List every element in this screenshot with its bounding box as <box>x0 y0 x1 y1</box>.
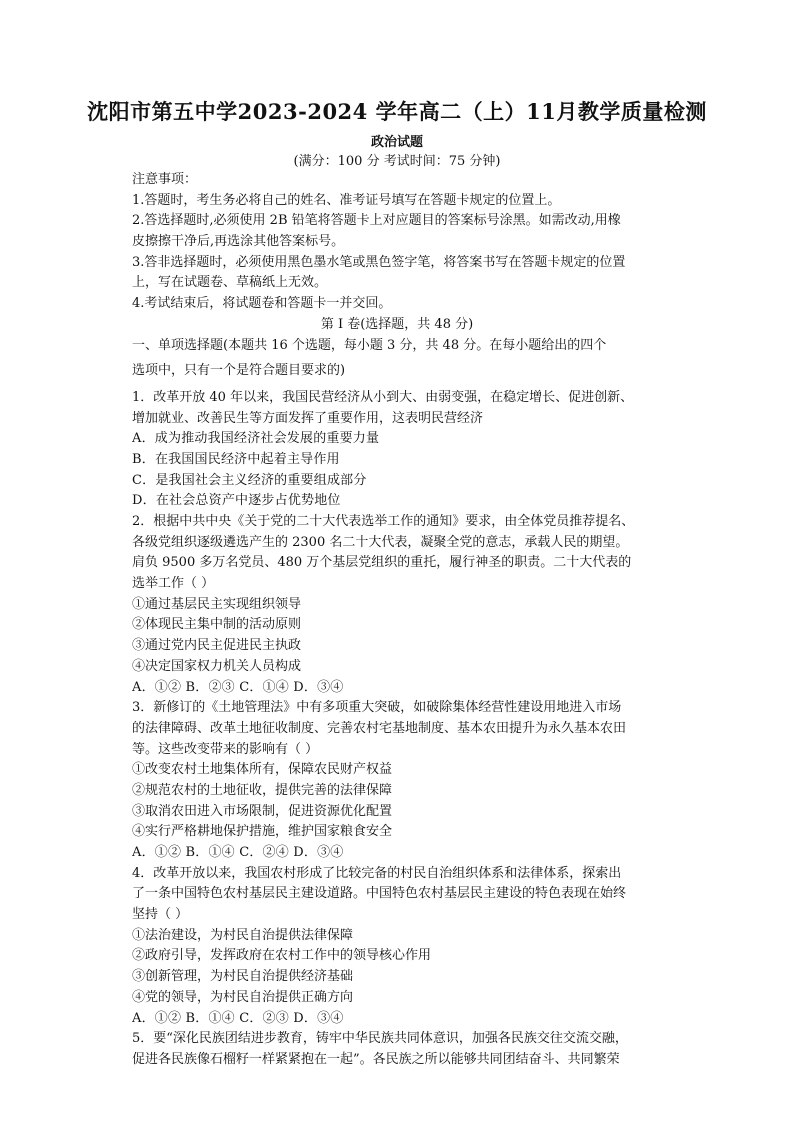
answer-choices: A．①② B．①④ C．②④ D．③④ <box>132 845 344 860</box>
answer-option: ③通过党内民主促进民主执政 <box>132 638 302 654</box>
answer-option: ④实行严格耕地保护措施，维护国家粮食安全 <box>132 824 393 840</box>
question-stem: 的法律障碍、改革土地征收制度、完善农村宅基地制度、基本农田提升为永久基本农田 <box>132 720 627 736</box>
answer-option: ①改变农村土地集体所有，保障农民财产权益 <box>132 762 393 778</box>
note-line: 上，写在试题卷、草稿纸上无效。 <box>132 275 328 291</box>
exam-meta: (满分：100 分 考试时间：75 分钟) <box>293 154 501 169</box>
subject-title: 政治试题 <box>370 135 423 150</box>
answer-option: ②规范农村的土地征收，提供完善的法律保障 <box>132 782 393 798</box>
note-line: 1.答题时，考生务必将自己的姓名、准考证号填写在答题卡规定的位置上。 <box>132 192 561 208</box>
answer-option: ①法治建设，为村民自治提供法律保障 <box>132 927 354 943</box>
question-stem: 2．根据中共中央《关于党的二十大代表选举工作的通知》要求，由全体党员推荐提名、 <box>132 514 635 529</box>
question-stem: 肩负 9500 多万名党员、480 万个基层党组织的重托，履行神圣的职责。二十大代表的 <box>132 555 632 571</box>
answer-option: ③创新管理，为村民自治提供经济基础 <box>132 969 354 985</box>
notes-heading: 注意事项： <box>132 172 198 187</box>
note-line: 2.答选择题时,必须使用 2B 铅笔将答题卡上对应题目的答案标号涂黑。如需改动,用橡 <box>132 213 621 229</box>
section-title: 第 Ⅰ 卷(选择题，共 48 分) <box>320 316 474 332</box>
question-5 <box>132 1029 662 1070</box>
notes-block <box>132 170 662 315</box>
question-3 <box>132 698 662 864</box>
exam-title: 沈阳市第五中学2023-2024 学年高二（上）11月教学质量检测 <box>87 99 707 124</box>
question-stem: 1．改革开放 40 年以来，我国民营经济从小到大、由弱变强，在稳定增长、促进创新、 <box>132 389 634 405</box>
section-intro: 选项中，只有一个是符合题目要求的) <box>132 363 346 379</box>
question-stem: 各级党组织逐级遴选产生的 2300 名二十大代表，凝聚全党的意志，承载人民的期望。 <box>132 534 629 550</box>
question-4 <box>132 864 662 1030</box>
question-stem: 5．要“深化民族团结进步教育，铸牢中华民族共同体意识，加强各民族交往交流交融， <box>132 1031 628 1047</box>
answer-option: ④党的领导，为村民自治提供正确方向 <box>132 989 354 1005</box>
note-line: 4.考试结束后，将试题卷和答题卡一并交回。 <box>132 296 392 312</box>
question-stem: 4．改革开放以来，我国农村形成了比较完备的村民自治组织体系和法律体系，探索出 <box>132 865 622 881</box>
note-line: 3.答非选择题时，必须使用黑色墨水笔或黑色签字笔，将答案书写在答题卡规定的位置 <box>132 254 626 270</box>
exam-content <box>132 170 662 1071</box>
note-line: 皮擦擦干净后,再选涂其他答案标号。 <box>132 234 345 250</box>
question-2 <box>132 512 662 698</box>
question-1 <box>132 388 662 512</box>
answer-option: B．在我国国民经济中起着主导作用 <box>132 451 340 467</box>
question-stem: 增加就业、改善民生等方面发挥了重要作用，这表明民营经济 <box>132 410 484 426</box>
answer-option: D．在社会总资产中逐步占优势地位 <box>132 493 341 509</box>
question-stem: 坚持（ ） <box>132 907 189 923</box>
answer-option: ①通过基层民主实现组织领导 <box>132 596 302 612</box>
section-intro: 一、单项选择题(本题共 16 个选题，每小题 3 分，共 48 分。在每小题给出的四个 <box>132 337 607 353</box>
answer-option: ②政府引导，发挥政府在农村工作中的领导核心作用 <box>132 948 432 964</box>
question-stem: 等。这些改变带来的影响有（ ） <box>132 741 319 757</box>
question-stem: 选举工作（ ） <box>132 576 215 592</box>
answer-option: A．成为推动我国经济社会发展的重要力量 <box>132 431 380 447</box>
question-stem: 了一条中国特色农村基层民主建设道路。中国特色农村基层民主建设的特色表现在始终 <box>132 886 627 902</box>
answer-option: ②体现民主集中制的活动原则 <box>132 617 302 633</box>
answer-choices: A．①② B．①④ C．②③ D．③④ <box>132 1010 344 1026</box>
answer-option: C．是我国社会主义经济的重要组成部分 <box>132 472 367 488</box>
answer-option: ③取消农田进入市场限制，促进资源优化配置 <box>132 803 393 819</box>
question-stem: 促进各民族像石榴籽一样紧紧抱在一起”。各民族之所以能够共同团结奋斗、共同繁荣 <box>132 1051 620 1067</box>
question-stem: 3．新修订的《土地管理法》中有多项重大突破，如破除集体经营性建设用地进入市场 <box>132 700 622 716</box>
answer-option: ④决定国家权力机关人员构成 <box>132 658 302 674</box>
answer-choices: A．①② B．②③ C．①④ D．③④ <box>132 679 344 695</box>
